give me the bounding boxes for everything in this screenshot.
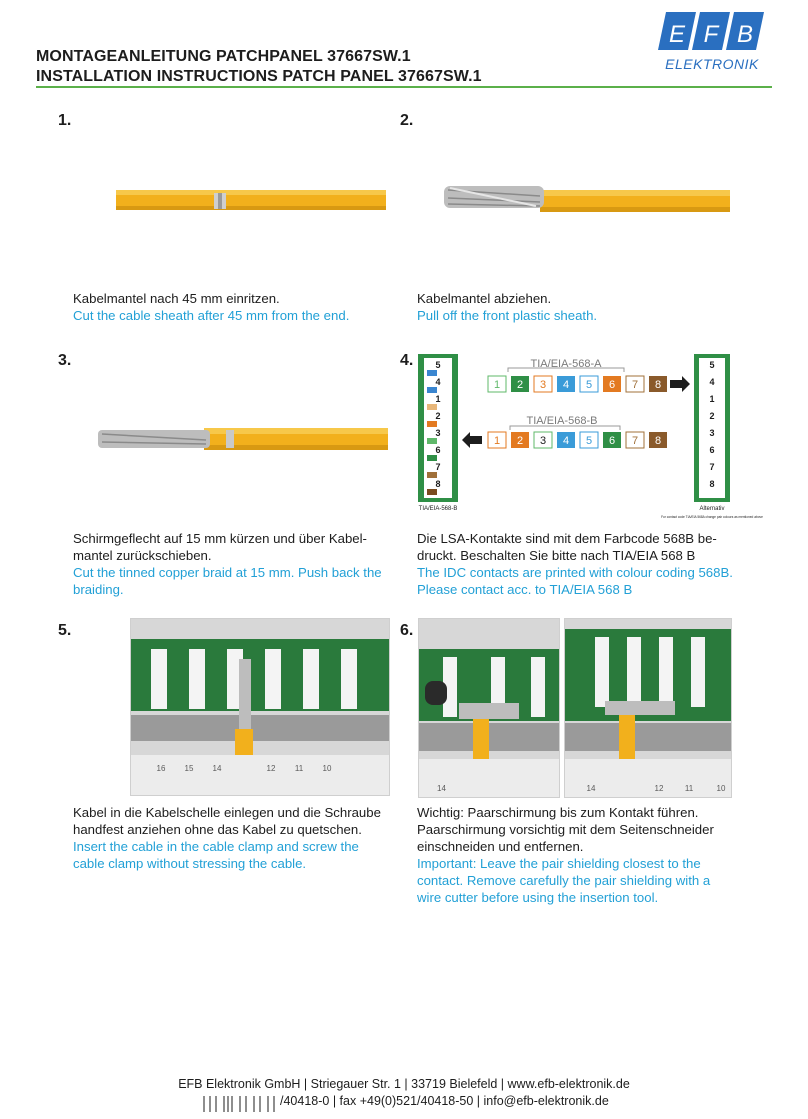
logo-letter-e: E xyxy=(668,21,686,48)
step-3-text-en: Cut the tinned copper braid at 15 mm. Push back the braiding. xyxy=(73,565,382,597)
right-block-pin: 8 xyxy=(709,479,715,489)
pin-a: 2 xyxy=(516,379,524,391)
pin-b: 5 xyxy=(585,435,593,447)
right-block-pin: 6 xyxy=(709,445,715,455)
left-block-pin: 3 xyxy=(435,428,441,438)
step-4-description xyxy=(417,530,733,598)
logo-letter-f: F xyxy=(703,21,719,48)
step-2-text-de: Kabelmantel abziehen. xyxy=(417,291,552,306)
step-6-number: 6. xyxy=(400,622,414,639)
logo-subtitle: ELEKTRONIK xyxy=(665,56,759,72)
right-block-pin: 4 xyxy=(709,377,715,387)
pin-b: 3 xyxy=(539,435,547,447)
pin-b: 7 xyxy=(631,435,639,447)
pin-a: 8 xyxy=(654,379,662,391)
step-3-description xyxy=(73,530,383,598)
step-2-number: 2. xyxy=(400,112,414,129)
left-block-pin: 2 xyxy=(435,411,441,421)
pin-a: 7 xyxy=(631,379,639,391)
step-1-number: 1. xyxy=(58,112,72,129)
step-4-text-de: Die LSA-Kontakte sind mit dem Farbcode 568B bedruckt. Beschalten Sie bitte nach TIA/EIA 568 B xyxy=(417,531,717,563)
port-label: 14 xyxy=(586,784,596,793)
step-3-cable-image xyxy=(92,420,390,460)
step-5-photo xyxy=(130,618,390,796)
step-5-description xyxy=(73,804,381,872)
pin-b: 1 xyxy=(493,435,501,447)
step-1-description xyxy=(73,290,393,324)
pin-a: 1 xyxy=(493,379,501,391)
footer-contact: /40418-0 | fax +49(0)521/40418-50 | info@efb-elektronik.de xyxy=(280,1094,609,1108)
port-label: 15 xyxy=(184,764,194,773)
left-block-pin: 1 xyxy=(435,394,441,404)
label-568b: TIA/EIA-568-B xyxy=(526,415,598,427)
right-block-pin: 3 xyxy=(709,428,715,438)
pin-a: 3 xyxy=(539,379,547,391)
efb-logo xyxy=(652,8,772,76)
step-2-text-en: Pull off the front plastic sheath. xyxy=(417,308,598,323)
step-6-text-de: Wichtig: Paarschirmung bis zum Kontakt führen. Paarschirmung vorsichtig mit dem Seitenschneider einschneiden und entfernen. xyxy=(417,805,714,854)
pin-b: 4 xyxy=(562,435,570,447)
port-label: 12 xyxy=(266,764,276,773)
right-block-pin: 5 xyxy=(709,360,715,370)
step-3-text-de: Schirmgeflecht auf 15 mm kürzen und über Kabelmantel zurückschieben. xyxy=(73,531,367,563)
port-label: 11 xyxy=(294,764,304,773)
step-1-text-en: Cut the cable sheath after 45 mm from the end. xyxy=(73,308,350,323)
pin-a: 4 xyxy=(562,379,570,391)
logo-letter-b: B xyxy=(736,21,754,48)
step-5-number: 5. xyxy=(58,622,72,639)
step-4-number: 4. xyxy=(400,352,414,369)
step-2-cable-image xyxy=(440,176,732,222)
step-5-text-de: Kabel in die Kabelschelle einlegen und die Schraube handfest anziehen ohne das Kabel zu quetschen. xyxy=(73,805,381,837)
step-6-photo-left xyxy=(418,618,560,798)
pin-a: 5 xyxy=(585,379,593,391)
port-label: 10 xyxy=(716,784,726,793)
port-label: 16 xyxy=(156,764,166,773)
port-label: 10 xyxy=(322,764,332,773)
step-4-text-en: The IDC contacts are printed with colour coding 568B. Please contact acc. to TIA/EIA 568 B xyxy=(417,565,733,597)
step-2-description xyxy=(417,290,737,324)
pin-b: 8 xyxy=(654,435,662,447)
page-title-de: MONTAGEANLEITUNG PATCHPANEL 37667SW.1 xyxy=(36,48,411,65)
barcode-icon xyxy=(202,1094,278,1114)
pin-b: 6 xyxy=(608,435,616,447)
right-block-pin: 1 xyxy=(709,394,715,404)
port-label: 12 xyxy=(654,784,664,793)
right-block-pin: 2 xyxy=(709,411,715,421)
port-label: 14 xyxy=(212,764,222,773)
left-block-pin: 6 xyxy=(435,445,441,455)
step-6-photo-right xyxy=(564,618,732,798)
step-6-description xyxy=(417,804,735,906)
port-label: 14 xyxy=(437,784,446,793)
port-label: 11 xyxy=(684,784,694,793)
page-title-en: INSTALLATION INSTRUCTIONS PATCH PANEL 37667SW.1 xyxy=(36,68,482,85)
right-block-note: For contact code TIA/EIA 568A change pair colours as mentioned above xyxy=(661,515,763,519)
left-block-pin: 5 xyxy=(435,360,441,370)
step-4-wiring-diagram xyxy=(414,350,763,522)
step-3-number: 3. xyxy=(58,352,72,369)
step-1-cable-image xyxy=(110,180,390,220)
left-block-pin: 8 xyxy=(435,479,441,489)
right-block-pin: 7 xyxy=(709,462,715,472)
label-568a: TIA/EIA-568-A xyxy=(530,358,602,370)
header-rule xyxy=(36,86,772,88)
right-block-caption: Alternativ xyxy=(699,506,725,512)
left-block-caption: TIA/EIA-568-B xyxy=(418,506,458,512)
step-6-text-en: Important: Leave the pair shielding closest to the contact. Remove carefully the pair shielding with a wire cutter before using the insertion tool. xyxy=(417,856,711,905)
step-5-text-en: Insert the cable in the cable clamp and screw the cable clamp without stressing the cable. xyxy=(73,839,359,871)
footer-address: EFB Elektronik GmbH | Striegauer Str. 1 | 33719 Bielefeld | www.efb-elektronik.de xyxy=(178,1077,630,1091)
step-1-text-de: Kabelmantel nach 45 mm einritzen. xyxy=(73,291,280,306)
left-block-pin: 4 xyxy=(435,377,441,387)
left-block-pin: 7 xyxy=(435,462,441,472)
pin-a: 6 xyxy=(608,379,616,391)
pin-b: 2 xyxy=(516,435,524,447)
